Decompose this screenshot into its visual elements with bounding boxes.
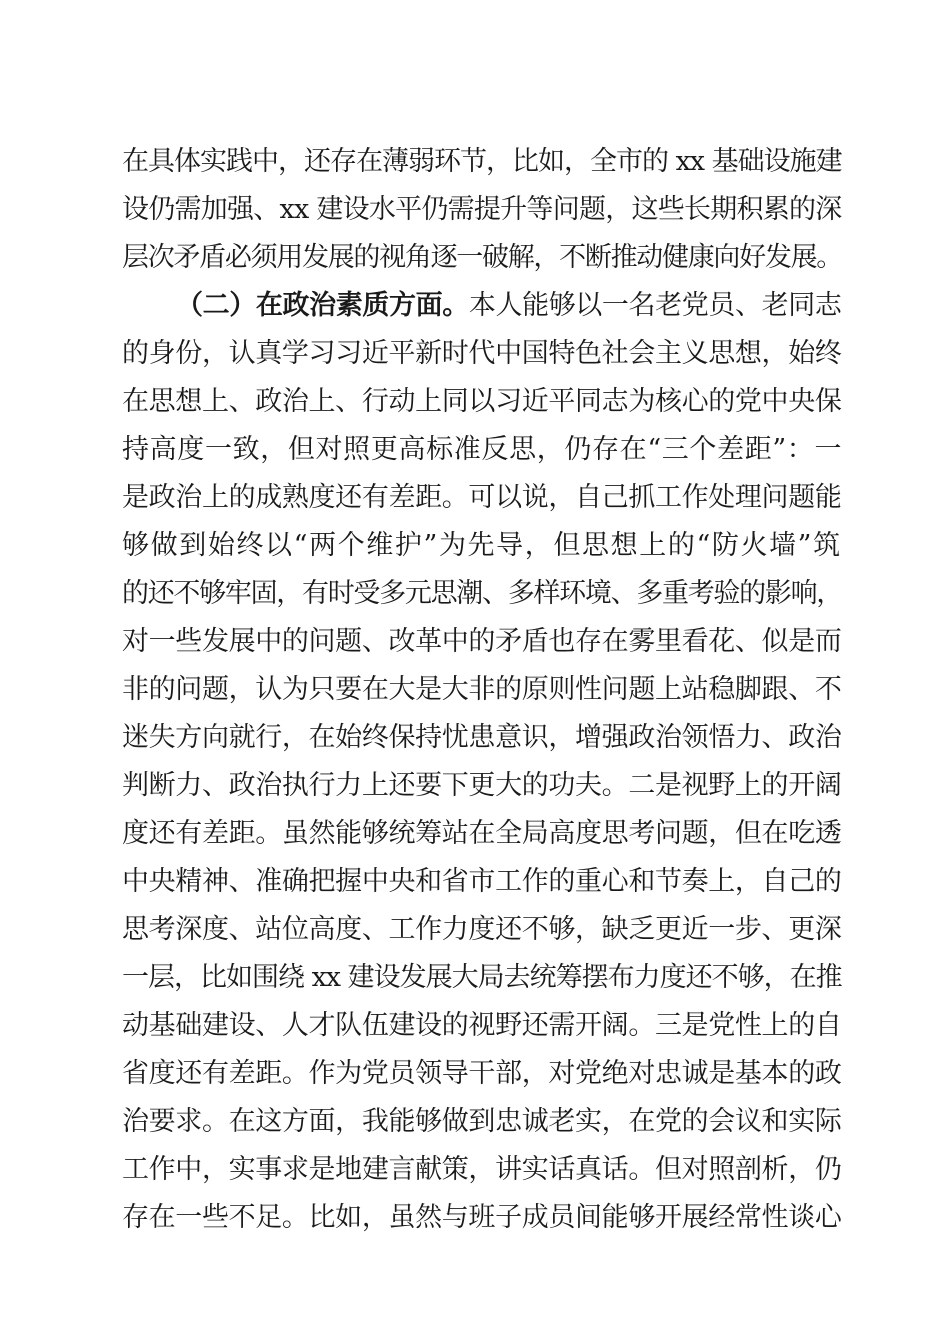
- text-line: 中央精神、准确把握中央和省市工作的重心和节奏上，自己的: [122, 866, 842, 897]
- text-line: 持高度一致，但对照更高标准反思，仍存在“三个差距”：一: [122, 434, 843, 465]
- document-body: [122, 138, 842, 1242]
- text-line: 非的问题，认为只要在大是大非的原则性问题上站稳脚跟、不: [122, 674, 842, 705]
- text-line: 存在一些不足。比如，虽然与班子成员间能够开展经常性谈心: [122, 1202, 842, 1233]
- text-line: 治要求。在这方面，我能够做到忠诚老实，在党的会议和实际: [122, 1106, 842, 1137]
- text-line: 一层，比如围绕 xx 建设发展大局去统筹摆布力度还不够，在推: [122, 962, 842, 993]
- text-line: 判断力、政治执行力上还要下更大的功夫。二是视野上的开阔: [122, 770, 842, 801]
- text-line: 工作中，实事求是地建言献策，讲实话真话。但对照剖析，仍: [122, 1154, 842, 1185]
- section-heading-line: [122, 282, 842, 330]
- text-line: 的还不够牢固，有时受多元思潮、多样环境、多重考验的影响，: [122, 578, 842, 609]
- text-line: 层次矛盾必须用发展的视角逐一破解，不断推动健康向好发展。: [122, 242, 842, 273]
- text-line: 迷失方向就行，在始终保持忧患意识，增强政治领悟力、政治: [122, 722, 842, 753]
- text-line: 思考深度、站位高度、工作力度还不够，缺乏更近一步、更深: [122, 914, 842, 945]
- text-line: 是政治上的成熟度还有差距。可以说，自己抓工作处理问题能: [122, 482, 842, 513]
- text-line: 省度还有差距。作为党员领导干部，对党绝对忠诚是基本的政: [122, 1058, 842, 1089]
- text-line: 的身份，认真学习习近平新时代中国特色社会主义思想，始终: [122, 338, 842, 369]
- text-line: 够做到始终以“两个维护”为先导，但思想上的“防火墙”筑: [122, 530, 842, 561]
- section-heading: （二）在政治素质方面。: [176, 290, 469, 321]
- section-intro: 本人能够以一名老党员、老同志: [468, 290, 842, 321]
- text-line: 设仍需加强、xx 建设水平仍需提升等问题，这些长期积累的深: [122, 194, 842, 225]
- text-line: 对一些发展中的问题、改革中的矛盾也存在雾里看花、似是而: [122, 626, 842, 657]
- text-line: 在思想上、政治上、行动上同以习近平同志为核心的党中央保: [122, 386, 842, 417]
- text-line: 在具体实践中，还存在薄弱环节，比如，全市的 xx 基础设施建: [122, 146, 842, 177]
- text-line: 动基础建设、人才队伍建设的视野还需开阔。三是党性上的自: [122, 1010, 842, 1041]
- text-line: 度还有差距。虽然能够统筹站在全局高度思考问题，但在吃透: [122, 818, 842, 849]
